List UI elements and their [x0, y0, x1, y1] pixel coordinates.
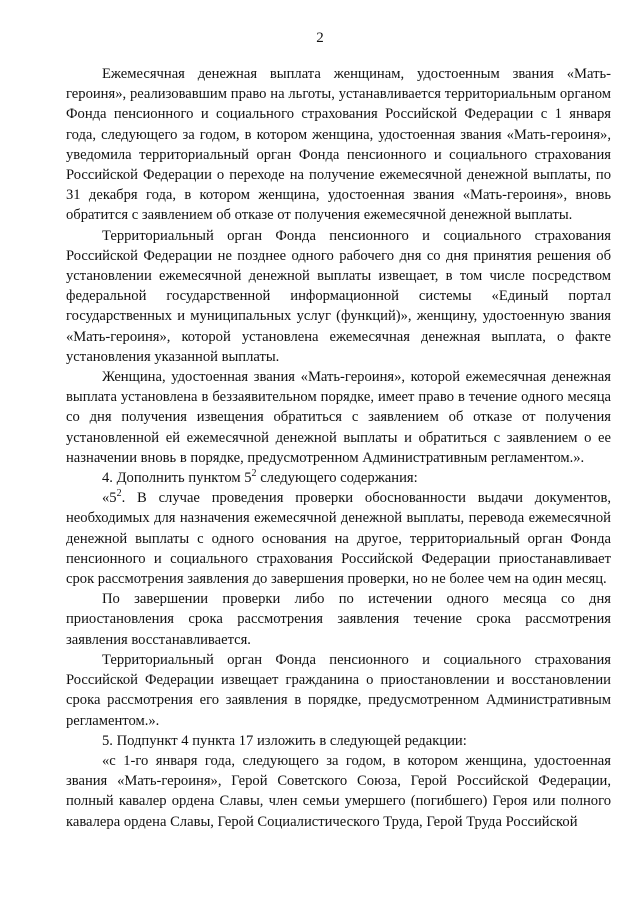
paragraph-4-amendment-heading: [66, 468, 611, 488]
paragraph-1: Ежемесячная денежная выплата женщинам, удостоенным звания «Мать-героиня», реализовавшим право на льготы, устанавливается территориальным органом Фонда пенсионного и социального страхования Российской Федерации с 1 января года, следующего за годом, в котором женщина, удостоенная звания «Мать-героиня», уведомила территориальный орган Фонда пенсионного и социального страхования Российской Федерации о переходе на получение ежемесячной денежной выплаты, по 31 декабря года, в котором женщина, удостоенная звания «Мать-героиня», вновь обратится с заявлением об отказе от получения ежемесячной денежной выплаты.: [66, 66, 611, 224]
paragraph-3: Женщина, удостоенная звания «Мать-героиня», которой ежемесячная денежная выплата установлена в беззаявительном порядке, имеет право в течение одного месяца со дня получения извещения обратиться с заявлением об отказе от получения установленной ей ежемесячной денежной выплаты и обратиться с заявлением о ее назначении вновь в порядке, предусмотренном Административным регламентом.».: [66, 369, 611, 466]
document-body: [66, 64, 611, 832]
paragraph-7: Территориальный орган Фонда пенсионного и социального страхования Российской Федерации извещает гражданина о приостановлении и восстановлении срока рассмотрения его заявления в порядке, предусмотренном Административным регламентом.».: [66, 651, 611, 729]
paragraph-5-text: «5: [102, 490, 117, 507]
paragraph-5-clause: [66, 488, 611, 589]
paragraph-2: Территориальный орган Фонда пенсионного и социального страхования Российской Федерации не позднее одного рабочего дня со дня принятия решения об установлении ежемесячной денежной выплаты извещает, в том числе посредством федеральной государственной информационной системы «Единый портал государственных и муниципальных услуг (функций)», женщину, удостоенную звания «Мать-героиня», которой установлена ежемесячная денежная выплата, о факте установления указанной выплаты.: [66, 227, 611, 365]
paragraph-5-text-end: . В случае проведения проверки обоснованности выдачи документов, необходимых для назначения ежемесячной денежной выплаты, перевода ежемесячной денежной выплаты с одного основания на другое, территориальный орган Фонда пенсионного и социального страхования Российской Федерации приостанавливает срок рассмотрения заявления до завершения проверки, но не более чем на один месяц.: [66, 490, 611, 588]
paragraph-4-text-end: следующего содержания:: [256, 470, 418, 487]
page-number: 2: [316, 30, 324, 46]
paragraph-4-superscript: 2: [251, 468, 257, 480]
paragraph-6: По завершении проверки либо по истечении одного месяца со дня приостановления срока рассмотрения заявления течение срока рассмотрения заявления восстанавливается.: [66, 591, 611, 648]
paragraph-8-amendment-heading: 5. Подпункт 4 пункта 17 изложить в следующей редакции:: [102, 732, 467, 749]
paragraph-5-superscript: 2: [116, 488, 122, 500]
paragraph-4-text: 4. Дополнить пунктом 5: [102, 470, 252, 487]
paragraph-9: «с 1-го января года, следующего за годом, в котором женщина, удостоенная звания «Мать-героиня», Герой Советского Союза, Герой Российской Федерации, полный кавалер ордена Славы, член семьи умершего (погибшего) Героя или полного кавалера ордена Славы, Герой Социалистического Труда, Герой Труда Российской: [66, 752, 611, 830]
